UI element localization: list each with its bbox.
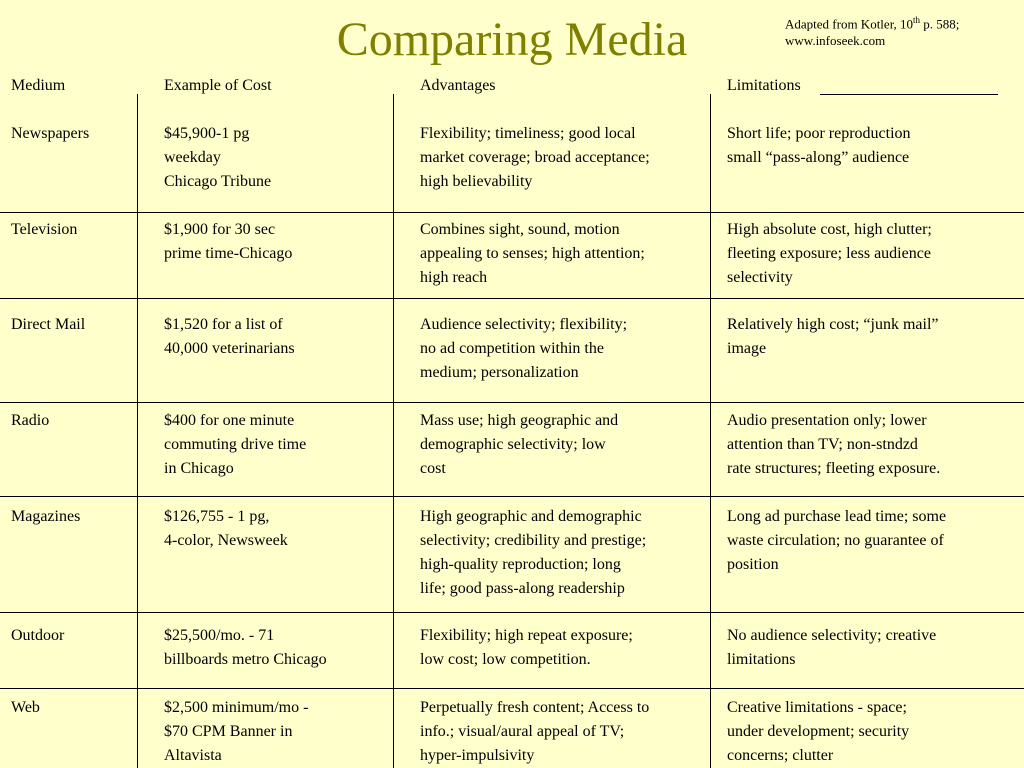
cell-limitations: High absolute cost, high clutter; fleeting exposure; less audience selectivity xyxy=(727,221,932,286)
cell-medium: Magazines xyxy=(11,508,81,525)
source-citation xyxy=(785,12,959,49)
header-cost: Example of Cost xyxy=(164,77,272,94)
header-limitations: Limitations xyxy=(727,77,801,94)
header-advantages: Advantages xyxy=(420,77,496,94)
cell-advantages: Mass use; high geographic and demographic selectivity; low cost xyxy=(420,412,619,477)
row-divider xyxy=(0,402,1024,403)
source-line2: www.infoseek.com xyxy=(785,33,886,49)
cell-cost: $1,520 for a list of 40,000 veterinarians xyxy=(164,316,295,357)
source-line1-prefix: Adapted from Kotler, 10 xyxy=(785,16,914,32)
row-divider xyxy=(0,688,1024,689)
cell-medium: Radio xyxy=(11,412,50,429)
cell-limitations: Creative limitations - space; under development; security concerns; clutter xyxy=(727,699,910,764)
cell-cost: $2,500 minimum/mo - $70 CPM Banner in Altavista xyxy=(164,699,309,764)
cell-advantages: Audience selectivity; flexibility; no ad competition within the medium; personalization xyxy=(420,316,628,381)
cell-medium: Web xyxy=(11,699,40,716)
cell-limitations: Long ad purchase lead time; some waste circulation; no guarantee of position xyxy=(727,508,947,573)
cell-advantages: Combines sight, sound, motion appealing to senses; high attention; high reach xyxy=(420,221,645,286)
cell-advantages: Flexibility; high repeat exposure; low cost; low competition. xyxy=(420,627,633,668)
cell-limitations: Audio presentation only; lower attention than TV; non-stndzd rate structures; fleeting exposure. xyxy=(727,412,941,477)
cell-limitations: No audience selectivity; creative limitations xyxy=(727,627,937,668)
row-divider xyxy=(0,212,1024,213)
header-medium: Medium xyxy=(11,77,66,94)
cell-cost: $126,755 - 1 pg, 4-color, Newsweek xyxy=(164,508,288,549)
header-underline xyxy=(820,94,998,95)
cell-medium: Newspapers xyxy=(11,125,90,142)
column-divider-3 xyxy=(710,94,711,768)
row-divider xyxy=(0,612,1024,613)
cell-medium: Outdoor xyxy=(11,627,65,644)
cell-cost: $25,500/mo. - 71 billboards metro Chicago xyxy=(164,627,327,668)
row-divider xyxy=(0,298,1024,299)
cell-medium: Direct Mail xyxy=(11,316,86,333)
cell-cost: $45,900-1 pg weekday Chicago Tribune xyxy=(164,125,272,190)
cell-limitations: Relatively high cost; “junk mail” image xyxy=(727,316,939,357)
cell-cost: $400 for one minute commuting drive time in Chicago xyxy=(164,412,307,477)
source-line1-suffix: p. 588; xyxy=(920,16,960,32)
cell-advantages: Perpetually fresh content; Access to info.; visual/aural appeal of TV; hyper-impulsivity xyxy=(420,699,650,764)
cell-advantages: High geographic and demographic selectivity; credibility and prestige; high-quality reproduction; long life; good pass-along readership xyxy=(420,508,647,597)
cell-limitations: Short life; poor reproduction small “pass-along” audience xyxy=(727,125,911,166)
source-superscript: th xyxy=(913,15,921,25)
slide-title: Comparing Media xyxy=(336,13,688,66)
row-divider xyxy=(0,496,1024,497)
column-divider-1 xyxy=(137,94,138,768)
column-divider-2 xyxy=(393,94,394,768)
cell-cost: $1,900 for 30 sec prime time-Chicago xyxy=(164,221,293,262)
cell-medium: Television xyxy=(11,221,78,238)
cell-advantages: Flexibility; timeliness; good local market coverage; broad acceptance; high believability xyxy=(420,125,650,190)
